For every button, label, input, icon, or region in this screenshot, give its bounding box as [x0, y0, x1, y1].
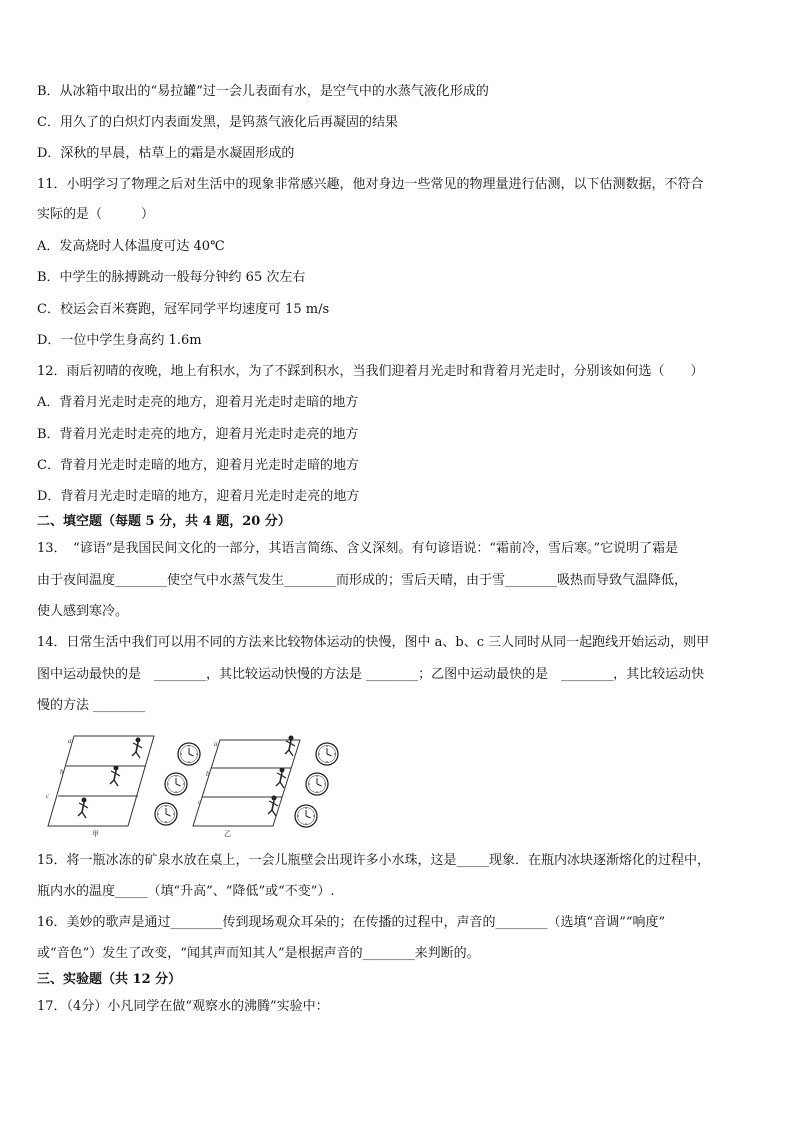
lane-label-b: b [206, 770, 210, 778]
clock-icon [295, 805, 317, 827]
question-16: 16．美妙的歌声是通过________传到现场观众耳朵的；在传播的过程中，声音的________（选填“音调”“响度” [37, 915, 666, 930]
text-line: B．从冰箱中取出的“易拉罐”过一会儿表面有水，是空气中的水蒸气液化形成的 [37, 84, 489, 99]
runner-icon [285, 736, 295, 757]
option-b: B．背着月光走时走亮的地方，迎着月光走时走亮的地方 [37, 427, 359, 442]
text-line: D．深秋的早晨，枯草上的霜是水凝固形成的 [37, 146, 295, 161]
text-line: 慢的方法 ________ [37, 698, 146, 713]
section-heading: 二、填空题（每题 5 分，共 4 题，20 分） [37, 514, 291, 529]
option-a: A．背着月光走时走亮的地方，迎着月光走时走暗的地方 [37, 395, 359, 410]
question-17: 17．（4分）小凡同学在做“观察水的沸腾”实验中： [37, 999, 329, 1014]
clock-icon [316, 743, 338, 765]
text-line: 瓶内水的温度_____（填“升高”、“降低”或“不变”）. [37, 884, 335, 899]
option-b: B．中学生的脉搏跳动一般每分钟约 65 次左右 [37, 270, 306, 285]
question-15: 15．将一瓶冰冻的矿泉水放在桌上，一会儿瓶壁会出现许多小水珠，这是_____现象．在瓶内冰块逐渐熔化的过程中， [37, 853, 711, 868]
text-line: C．用久了的白炽灯内表面发黑，是钨蒸气液化后再凝固的结果 [37, 115, 398, 130]
option-d: D．一位中学生身高约 1.6m [37, 333, 202, 348]
runner-icon [276, 768, 286, 789]
runner-icon [78, 798, 88, 819]
lane-label-a: a [214, 740, 218, 748]
lane-label-c: c [198, 798, 202, 806]
question-13: 13． “谚语”是我国民间文化的一部分，其语言简练、含义深刻。有句谚语说：“霜前冷，雪后寒。”它说明了霜是 [37, 541, 679, 556]
text-line: 或“音色”）发生了改变，“闻其声而知其人”是根据声音的________来判断的。 [37, 946, 480, 961]
runner-icon [110, 766, 120, 787]
figure-caption-yi: 乙 [224, 830, 231, 838]
runner-icon [268, 796, 278, 817]
clock-icon [155, 803, 177, 825]
text-line: 图中运动最快的是 ________，其比较运动快慢的方法是 ________；乙图中运动最快的是 ________，其比较运动快 [37, 667, 705, 682]
lane-label-a: a [68, 737, 72, 745]
option-a: A．发高烧时人体温度可达 40℃ [37, 239, 225, 254]
text-line: 由于夜间温度________使空气中水蒸气发生________而形成的；雪后天晴，由于雪________吸热而导致气温降低， [37, 573, 688, 588]
option-d: D．背着月光走时走暗的地方，迎着月光走时走亮的地方 [37, 489, 360, 504]
runner-icon [132, 738, 142, 759]
clock-icon [306, 773, 328, 795]
text-line: 实际的是（ ） [37, 207, 155, 222]
question-12: 12．雨后初晴的夜晚，地上有积水，为了不踩到积水，当我们迎着月光走时和背着月光走时，分别该如何选（ ） [37, 364, 704, 379]
section-heading: 三、实验题（共 12 分） [37, 972, 182, 987]
figure-caption-jia: 甲 [92, 830, 99, 838]
clock-icon [165, 773, 187, 795]
running-race-figure [44, 728, 359, 843]
option-c: C．背着月光走时走暗的地方，迎着月光走时走暗的地方 [37, 458, 359, 473]
question-14: 14．日常生活中我们可以用不同的方法来比较物体运动的快慢，图中 a、b、c 三人同时从同一起跑线开始运动，则甲 [37, 635, 710, 650]
track-panel-yi [193, 736, 338, 839]
clock-icon [178, 743, 200, 765]
text-line: 使人感到寒冷。 [37, 604, 129, 619]
option-c: C．校运会百米赛跑，冠军同学平均速度可 15 m/s [37, 302, 330, 317]
lane-label-c: c [46, 792, 50, 800]
lane-label-b: b [60, 768, 64, 776]
track-panel-jia [46, 736, 200, 838]
question-11: 11．小明学习了物理之后对生活中的现象非常感兴趣，他对身边一些常见的物理量进行估测，以下估测数据，不符合 [37, 177, 704, 192]
